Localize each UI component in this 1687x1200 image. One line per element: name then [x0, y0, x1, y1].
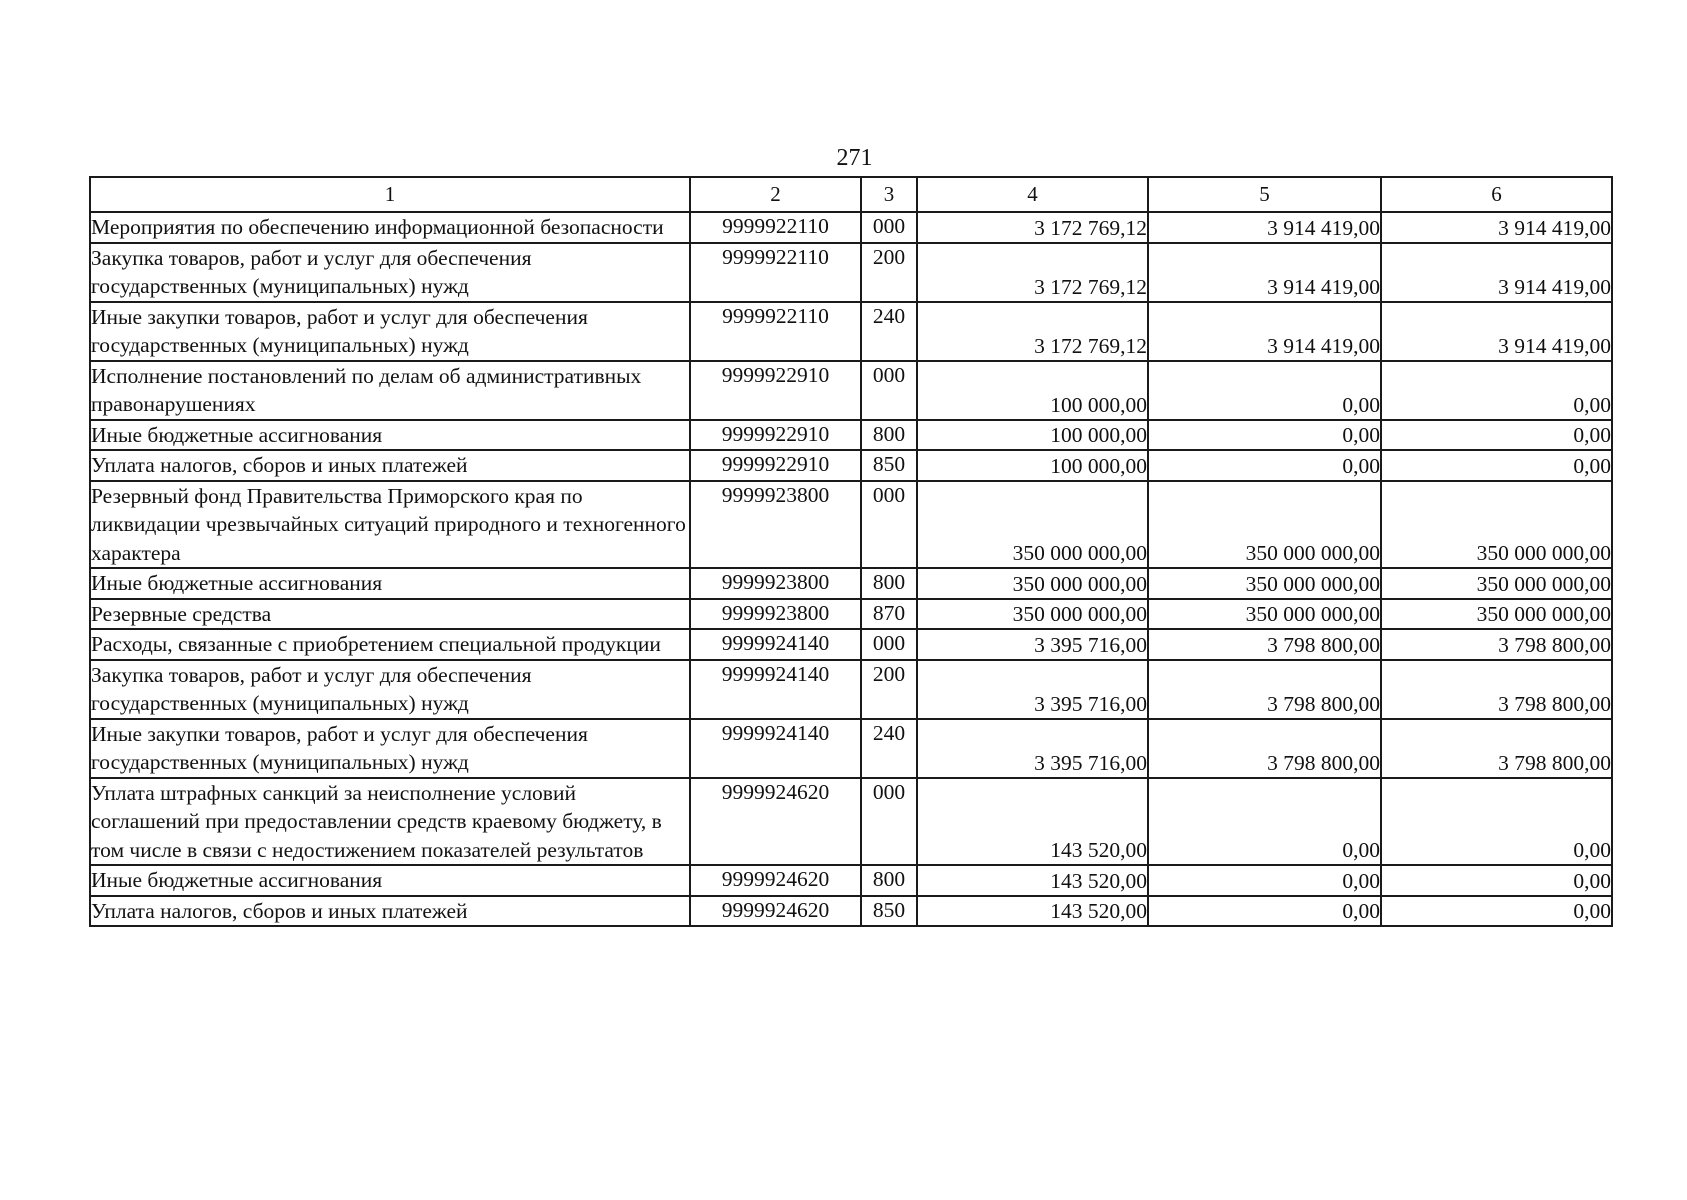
- header-col-2: 2: [690, 177, 861, 212]
- row-value-col4: 350 000 000,00: [917, 599, 1148, 630]
- table-row: [90, 302, 1612, 361]
- row-value-col4: 3 172 769,12: [917, 212, 1148, 243]
- row-target-code: 9999922910: [690, 420, 861, 451]
- header-col-3: 3: [861, 177, 917, 212]
- row-value-col5: 0,00: [1148, 778, 1381, 866]
- table-row: [90, 420, 1612, 451]
- row-expense-type: 240: [861, 719, 917, 778]
- row-name: Уплата налогов, сборов и иных платежей: [90, 450, 690, 481]
- row-target-code: 9999924620: [690, 896, 861, 927]
- row-name: Иные закупки товаров, работ и услуг для обеспечения государственных (муниципальных) нужд: [90, 302, 690, 361]
- row-value-col5: 0,00: [1148, 865, 1381, 896]
- row-value-col4: 3 395 716,00: [917, 719, 1148, 778]
- row-expense-type: 850: [861, 450, 917, 481]
- row-value-col6: 3 914 419,00: [1381, 243, 1612, 302]
- row-value-col4: 3 395 716,00: [917, 629, 1148, 660]
- row-name: Мероприятия по обеспечению информационной безопасности: [90, 212, 690, 243]
- table-row: [90, 719, 1612, 778]
- row-value-col6: 350 000 000,00: [1381, 481, 1612, 569]
- row-value-col4: 100 000,00: [917, 450, 1148, 481]
- row-value-col5: 350 000 000,00: [1148, 481, 1381, 569]
- row-value-col6: 0,00: [1381, 896, 1612, 927]
- row-name: Закупка товаров, работ и услуг для обеспечения государственных (муниципальных) нужд: [90, 243, 690, 302]
- row-value-col6: 350 000 000,00: [1381, 568, 1612, 599]
- row-target-code: 9999922910: [690, 450, 861, 481]
- header-col-6: 6: [1381, 177, 1612, 212]
- row-target-code: 9999923800: [690, 599, 861, 630]
- row-value-col5: 3 798 800,00: [1148, 629, 1381, 660]
- row-expense-type: 000: [861, 629, 917, 660]
- row-expense-type: 200: [861, 243, 917, 302]
- row-expense-type: 200: [861, 660, 917, 719]
- row-value-col6: 3 914 419,00: [1381, 302, 1612, 361]
- header-col-4: 4: [917, 177, 1148, 212]
- row-target-code: 9999924620: [690, 865, 861, 896]
- row-name: Уплата штрафных санкций за неисполнение условий соглашений при предоставлении средств краевому бюджету, в том числе в связи с недостижением показателей результатов: [90, 778, 690, 866]
- row-value-col4: 3 172 769,12: [917, 243, 1148, 302]
- table-row: [90, 243, 1612, 302]
- row-expense-type: 850: [861, 896, 917, 927]
- row-target-code: 9999922110: [690, 243, 861, 302]
- row-value-col5: 0,00: [1148, 361, 1381, 420]
- row-value-col5: 350 000 000,00: [1148, 568, 1381, 599]
- row-value-col4: 3 172 769,12: [917, 302, 1148, 361]
- row-expense-type: 240: [861, 302, 917, 361]
- table-row: [90, 778, 1612, 866]
- row-expense-type: 000: [861, 361, 917, 420]
- row-expense-type: 800: [861, 568, 917, 599]
- row-value-col6: 0,00: [1381, 865, 1612, 896]
- row-value-col5: 3 914 419,00: [1148, 212, 1381, 243]
- row-expense-type: 800: [861, 865, 917, 896]
- row-target-code: 9999924140: [690, 660, 861, 719]
- row-target-code: 9999922910: [690, 361, 861, 420]
- table-row: [90, 629, 1612, 660]
- table-row: [90, 568, 1612, 599]
- row-value-col6: 3 798 800,00: [1381, 660, 1612, 719]
- row-target-code: 9999924140: [690, 719, 861, 778]
- table-row: [90, 865, 1612, 896]
- row-value-col5: 0,00: [1148, 420, 1381, 451]
- table-row: [90, 450, 1612, 481]
- header-row: [90, 177, 1612, 212]
- row-name: Иные бюджетные ассигнования: [90, 568, 690, 599]
- row-target-code: 9999922110: [690, 302, 861, 361]
- row-name: Закупка товаров, работ и услуг для обеспечения государственных (муниципальных) нужд: [90, 660, 690, 719]
- table-row: [90, 212, 1612, 243]
- row-value-col6: 3 798 800,00: [1381, 629, 1612, 660]
- table-row: [90, 481, 1612, 569]
- row-target-code: 9999922110: [690, 212, 861, 243]
- row-value-col6: 0,00: [1381, 420, 1612, 451]
- row-expense-type: 870: [861, 599, 917, 630]
- row-name: Иные закупки товаров, работ и услуг для обеспечения государственных (муниципальных) нужд: [90, 719, 690, 778]
- table-row: [90, 660, 1612, 719]
- page-number: 271: [836, 145, 873, 171]
- row-name: Уплата налогов, сборов и иных платежей: [90, 896, 690, 927]
- row-value-col6: 0,00: [1381, 361, 1612, 420]
- row-value-col6: 350 000 000,00: [1381, 599, 1612, 630]
- row-value-col6: 3 914 419,00: [1381, 212, 1612, 243]
- row-value-col4: 350 000 000,00: [917, 568, 1148, 599]
- row-expense-type: 000: [861, 481, 917, 569]
- row-target-code: 9999924620: [690, 778, 861, 866]
- table-row: [90, 599, 1612, 630]
- table-row: [90, 896, 1612, 927]
- row-name: Расходы, связанные с приобретением специальной продукции: [90, 629, 690, 660]
- row-name: Иные бюджетные ассигнования: [90, 420, 690, 451]
- row-expense-type: 000: [861, 778, 917, 866]
- row-expense-type: 800: [861, 420, 917, 451]
- row-value-col5: 3 914 419,00: [1148, 302, 1381, 361]
- budget-table: [89, 176, 1613, 927]
- table-row: [90, 361, 1612, 420]
- row-value-col6: 0,00: [1381, 778, 1612, 866]
- row-name: Иные бюджетные ассигнования: [90, 865, 690, 896]
- row-target-code: 9999923800: [690, 481, 861, 569]
- row-target-code: 9999924140: [690, 629, 861, 660]
- row-value-col4: 350 000 000,00: [917, 481, 1148, 569]
- row-value-col4: 143 520,00: [917, 865, 1148, 896]
- header-col-1: 1: [90, 177, 690, 212]
- row-value-col6: 3 798 800,00: [1381, 719, 1612, 778]
- row-value-col5: 0,00: [1148, 896, 1381, 927]
- row-value-col5: 3 798 800,00: [1148, 719, 1381, 778]
- row-value-col5: 350 000 000,00: [1148, 599, 1381, 630]
- row-value-col4: 100 000,00: [917, 420, 1148, 451]
- row-name: Резервные средства: [90, 599, 690, 630]
- row-value-col5: 0,00: [1148, 450, 1381, 481]
- row-value-col4: 143 520,00: [917, 896, 1148, 927]
- header-col-5: 5: [1148, 177, 1381, 212]
- row-value-col5: 3 914 419,00: [1148, 243, 1381, 302]
- row-value-col4: 100 000,00: [917, 361, 1148, 420]
- row-value-col6: 0,00: [1381, 450, 1612, 481]
- row-value-col4: 3 395 716,00: [917, 660, 1148, 719]
- row-expense-type: 000: [861, 212, 917, 243]
- row-name: Исполнение постановлений по делам об административных правонарушениях: [90, 361, 690, 420]
- row-value-col5: 3 798 800,00: [1148, 660, 1381, 719]
- row-name: Резервный фонд Правительства Приморского края по ликвидации чрезвычайных ситуаций природного и техногенного характера: [90, 481, 690, 569]
- row-target-code: 9999923800: [690, 568, 861, 599]
- row-value-col4: 143 520,00: [917, 778, 1148, 866]
